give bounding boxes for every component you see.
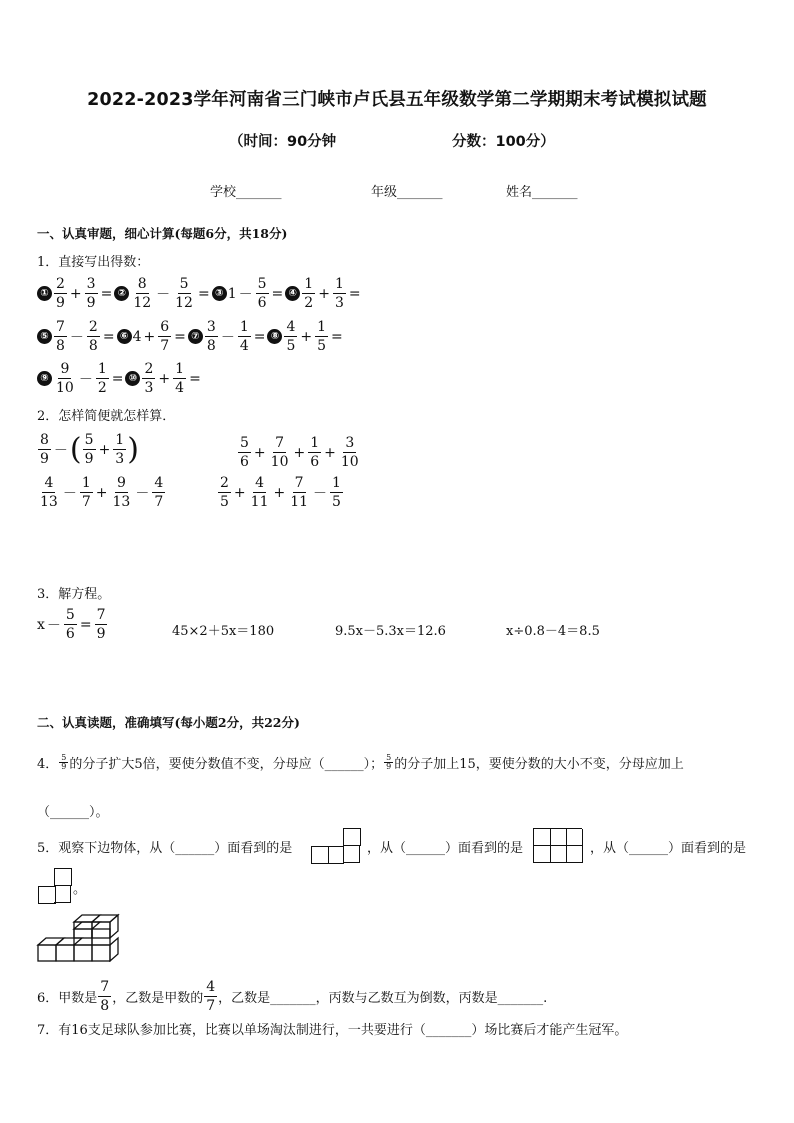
cube-stack-figure xyxy=(36,912,120,962)
item-mark: ⑩ xyxy=(125,371,140,386)
mental-math-row-1: ① $\frac{2}{9}$ + $\frac{3}{9}$ = ② $\frac{8}{12}$ － $\frac{5}{12}$ = ③ 1 － $\frac{5}{6}$ = ④ $\frac{1}{2}$ + $\frac{1}{3}$ = xyxy=(37,277,363,310)
question-7: 7．有16支足球队参加比赛，比赛以单场淘汰制进行，一共要进行（_______）场比赛后才能产生冠军。 xyxy=(37,1023,628,1038)
question-text: ，乙数是甲数的 xyxy=(112,991,204,1006)
exam-score: 分数：100分） xyxy=(452,134,555,150)
mental-math-row-2: ⑤ $\frac{7}{8}$ － $\frac{2}{8}$ = ⑥ 4 + $\frac{6}{7}$ = ⑦ $\frac{3}{8}$ － $\frac{1}{4}$ = ⑧ $\frac{4}{5}$ + $\frac{1}{5}$ = xyxy=(37,320,345,353)
item-mark: ⑨ xyxy=(37,371,52,386)
item-mark: ⑤ xyxy=(37,329,52,344)
question-text: 的分子扩大5倍，要使分数值不变，分母应（______）； xyxy=(69,757,384,772)
question-6: 6．甲数是 $\frac{7}{8}$ ，乙数是甲数的 $\frac{4}{7}$ ，乙数是_______，丙数与乙数互为倒数，丙数是_______. xyxy=(37,979,548,1014)
view-shape-1 xyxy=(311,828,359,864)
question-5-text-a: 5．观察下边物体，从（______）面看到的是 xyxy=(37,841,293,856)
equation-2: 45×2＋5x＝180 xyxy=(172,624,275,639)
item-mark: ① xyxy=(37,286,52,301)
school-field: 学校_______ xyxy=(210,185,282,200)
question-2: 2．怎样简便就怎样算． xyxy=(37,409,176,424)
grade-field: 年级_______ xyxy=(371,185,443,200)
calc-expression-1: $\frac{8}{9}$ － ( $\frac{5}{9}$ + $\frac{1}{3}$ ) xyxy=(40,431,139,467)
number: 4 xyxy=(132,328,142,345)
calc-expression-4: $\frac{2}{5}$ + $\frac{4}{11}$ + $\frac{7}{11}$ － $\frac{1}{5}$ xyxy=(220,475,341,510)
question-1: 1．直接写出得数： xyxy=(37,255,150,270)
question-3: 3．解方程。 xyxy=(37,587,111,602)
question-4-line-1: 4． $\frac{5}{9}$ 的分子扩大5倍，要使分数值不变，分母应（______）； $\frac{5}{9}$ 的分子加上15，要使分数的大小不变，分母应加上 xyxy=(37,753,684,772)
question-text: 6．甲数是 xyxy=(37,991,98,1006)
item-mark: ③ xyxy=(212,286,227,301)
item-mark: ⑧ xyxy=(267,329,282,344)
name-field: 姓名_______ xyxy=(506,185,578,200)
question-number: 4． xyxy=(37,757,59,772)
item-mark: ② xyxy=(114,286,129,301)
equation-3: 9.5x－5.3x＝12.6 xyxy=(335,624,446,639)
question-4-line-2: （______）。 xyxy=(37,805,109,820)
question-text: ，乙数是_______，丙数与乙数互为倒数，丙数是_______. xyxy=(218,991,548,1006)
section-2-title: 二、认真读题，准确填写(每小题2分，共22分) xyxy=(37,715,300,730)
equation-4: x÷0.8－4＝8.5 xyxy=(506,624,600,639)
number: 1 xyxy=(227,285,237,302)
item-mark: ⑥ xyxy=(117,329,132,344)
equation-1: x － $\frac{5}{6}$ = $\frac{7}{9}$ xyxy=(37,607,106,642)
calc-expression-2: $\frac{5}{6}$ + $\frac{7}{10}$ + $\frac{1}{6}$ + $\frac{3}{10}$ xyxy=(240,435,359,470)
mental-math-row-3: ⑨ $\frac{9}{10}$ － $\frac{1}{2}$ = ⑩ $\frac{2}{3}$ + $\frac{1}{4}$ = xyxy=(37,362,203,395)
item-mark: ④ xyxy=(285,286,300,301)
question-5-text-b: ，从（______）面看到的是 xyxy=(367,841,524,856)
calc-expression-3: $\frac{4}{13}$ － $\frac{1}{7}$ + $\frac{9}{13}$ － $\frac{4}{7}$ xyxy=(40,475,164,510)
exam-time: （时间：90分钟 xyxy=(229,134,337,150)
question-text: 的分子加上15，要使分数的大小不变，分母应加上 xyxy=(394,757,684,772)
question-5-text-d: 。 xyxy=(73,882,87,897)
section-1-title: 一、认真审题，细心计算(每题6分，共18分) xyxy=(37,226,288,241)
item-mark: ⑦ xyxy=(188,329,203,344)
view-shape-2 xyxy=(533,828,582,863)
view-shape-3 xyxy=(38,868,70,904)
page-title: 2022-2023学年河南省三门峡市卢氏县五年级数学第二学期期末考试模拟试题 xyxy=(87,90,707,110)
question-5-text-c: ，从（______）面看到的是 xyxy=(590,841,747,856)
variable: x xyxy=(37,616,45,633)
